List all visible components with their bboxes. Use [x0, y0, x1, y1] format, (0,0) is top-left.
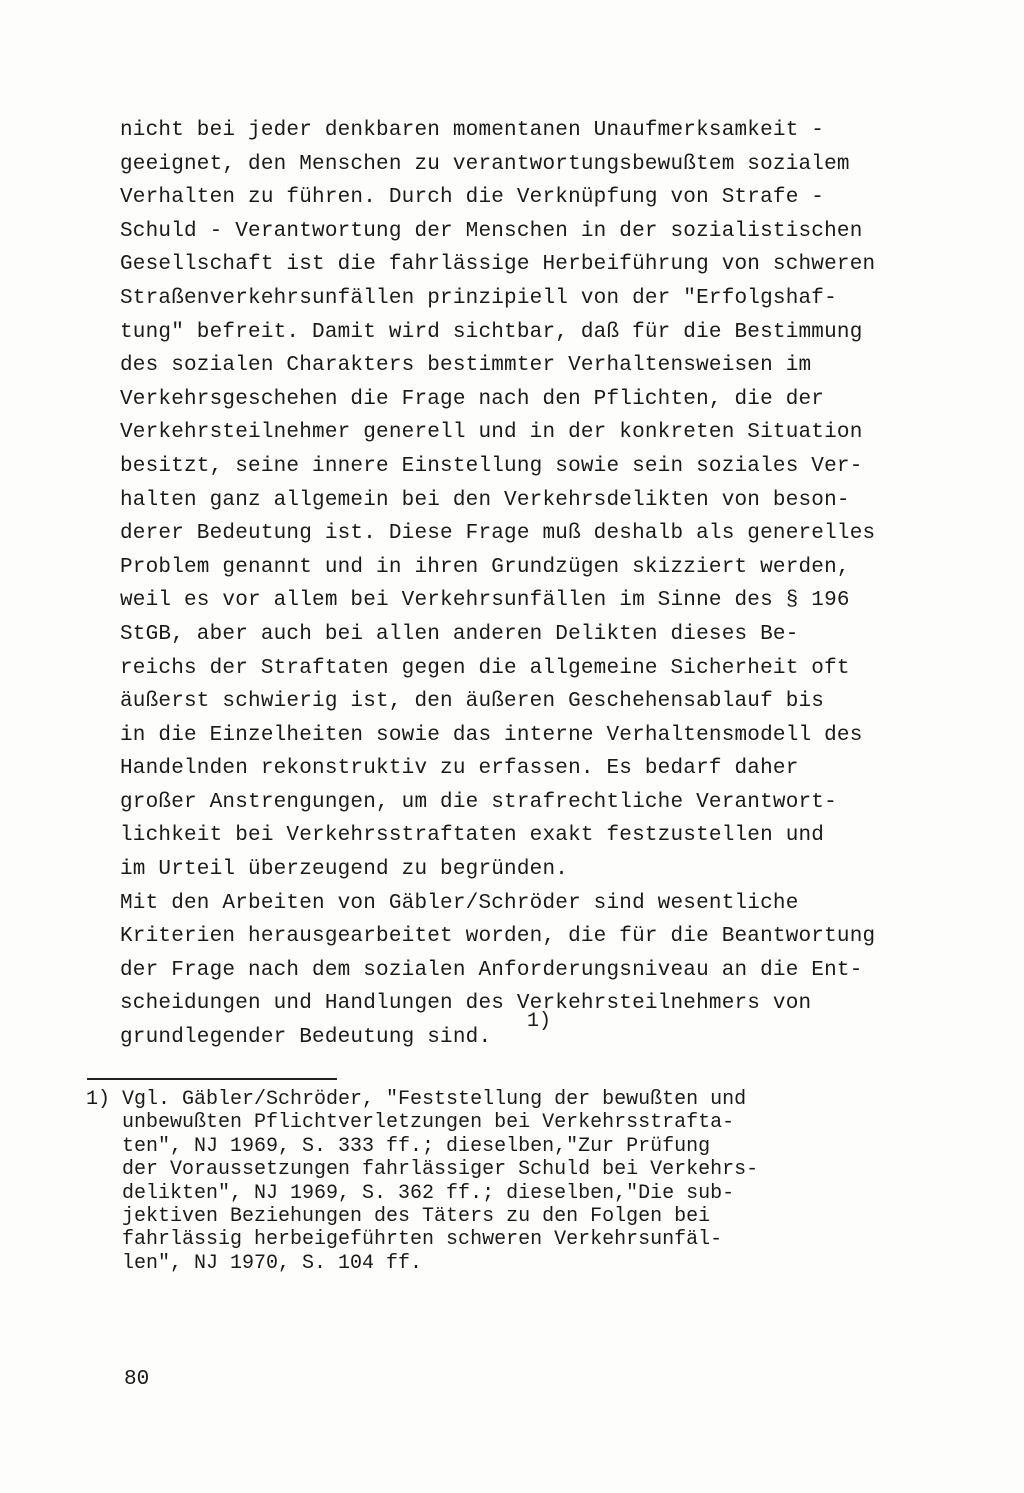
body-line: tung" befreit. Damit wird sichtbar, daß für die Bestimmung	[120, 320, 863, 344]
body-line: Mit den Arbeiten von Gäbler/Schröder sind wesentliche	[120, 891, 799, 915]
body-line: im Urteil überzeugend zu begründen.	[120, 858, 569, 882]
body-line: StGB, aber auch bei allen anderen Delikten dieses Be-	[120, 622, 799, 646]
footnote-line: ten", NJ 1969, S. 333 ff.; dieselben,"Zur Prüfung	[86, 1134, 711, 1158]
footnote	[86, 1088, 926, 1275]
body-line: derer Bedeutung ist. Diese Frage muß deshalb als generelles	[120, 522, 876, 546]
footnote-line: unbewußten Pflichtverletzungen bei Verkehrsstrafta-	[86, 1111, 735, 1135]
footnote-line: 1) Vgl. Gäbler/Schröder, "Feststellung der bewußten und	[86, 1088, 747, 1111]
body-line: scheidungen und Handlungen des Verkehrsteilnehmers von	[120, 992, 812, 1016]
footnote-line: delikten", NJ 1969, S. 362 ff.; dieselben,"Die sub-	[86, 1181, 735, 1205]
footnote-line: der Voraussetzungen fahrlässiger Schuld bei Verkehrs-	[86, 1158, 759, 1182]
body-line: der Frage nach dem sozialen Anforderungsniveau an die Ent-	[120, 958, 863, 982]
body-line: reichs der Straftaten gegen die allgemeine Sicherheit oft	[120, 656, 850, 680]
body-line: des sozialen Charakters bestimmter Verhaltensweisen im	[120, 354, 812, 378]
body-line: besitzt, seine innere Einstellung sowie sein soziales Ver-	[120, 454, 863, 478]
footnote-line: len", NJ 1970, S. 104 ff.	[86, 1251, 423, 1275]
body-text	[120, 114, 940, 1055]
body-line: halten ganz allgemein bei den Verkehrsdelikten von beson-	[120, 488, 850, 512]
body-line: lichkeit bei Verkehrsstraftaten exakt festzustellen und	[120, 824, 825, 848]
footnote-line: jektiven Beziehungen des Täters zu den Folgen bei	[86, 1205, 711, 1229]
body-line: geeignet, den Menschen zu verantwortungsbewußtem sozialem	[120, 152, 850, 176]
footnote-divider	[87, 1078, 337, 1080]
body-line: Verkehrsteilnehmer generell und in der konkreten Situation	[120, 421, 863, 445]
body-line: äußerst schwierig ist, den äußeren Geschehensablauf bis	[120, 690, 825, 714]
body-line: Straßenverkehrsunfällen prinzipiell von der "Erfolgshaf-	[120, 286, 837, 310]
footnote-reference: 1)	[527, 1010, 552, 1033]
body-line: Gesellschaft ist die fahrlässige Herbeiführung von schweren	[120, 253, 876, 277]
footnote-line: fahrlässig herbeigeführten schweren Verkehrsunfäl-	[86, 1228, 723, 1252]
body-line: nicht bei jeder denkbaren momentanen Unaufmerksamkeit -	[120, 119, 825, 142]
body-line: in die Einzelheiten sowie das interne Verhaltensmodell des	[120, 723, 863, 747]
body-line: großer Anstrengungen, um die strafrechtliche Verantwort-	[120, 790, 837, 814]
body-line: Kriterien herausgearbeitet worden, die für die Beantwortung	[120, 925, 876, 949]
body-line: Schuld - Verantwortung der Menschen in der sozialistischen	[120, 219, 863, 243]
body-line: Problem genannt und in ihren Grundzügen skizziert werden,	[120, 555, 850, 579]
body-line: grundlegender Bedeutung sind.	[120, 1026, 492, 1050]
body-line: Verhalten zu führen. Durch die Verknüpfung von Strafe -	[120, 186, 825, 210]
page-number: 80	[124, 1368, 150, 1391]
body-line: weil es vor allem bei Verkehrsunfällen im Sinne des § 196	[120, 589, 850, 613]
body-line: Verkehrsgeschehen die Frage nach den Pflichten, die der	[120, 387, 825, 411]
body-line: Handelnden rekonstruktiv zu erfassen. Es bedarf daher	[120, 757, 799, 781]
